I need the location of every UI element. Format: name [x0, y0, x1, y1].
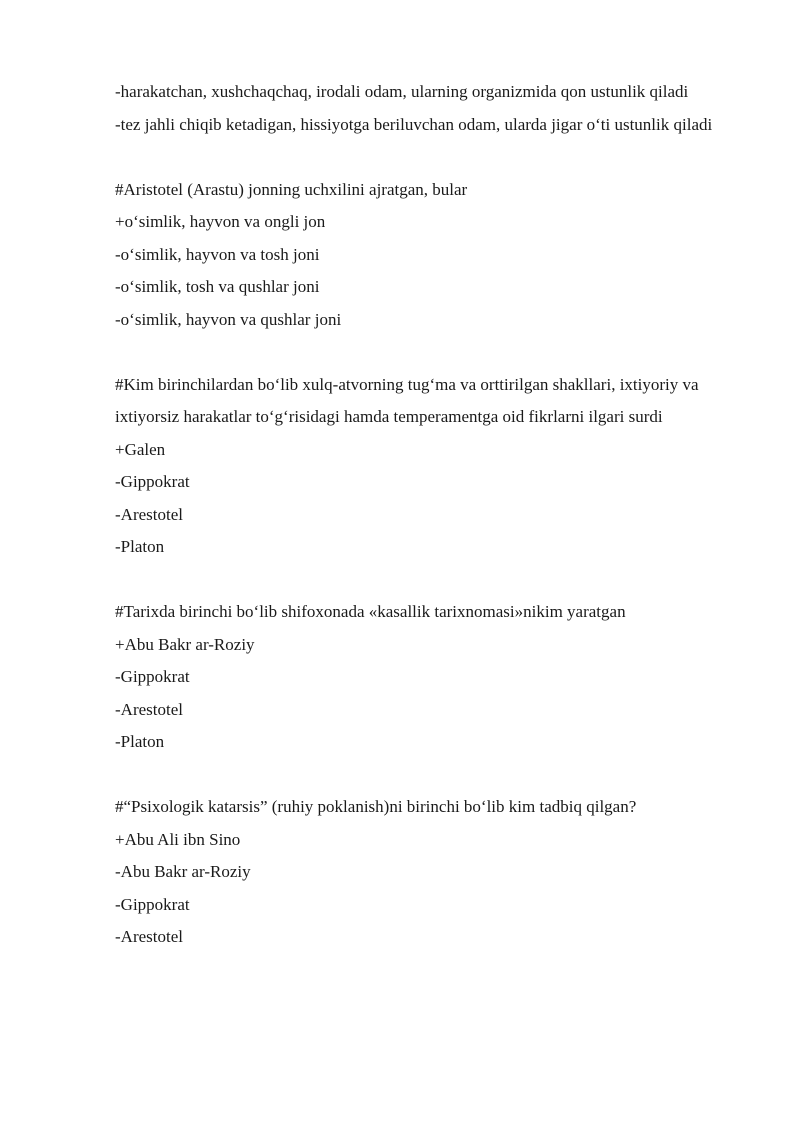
- answer-option: -Gippokrat: [115, 472, 190, 491]
- answer-option: -Platon: [115, 537, 165, 556]
- question-block: [115, 369, 755, 564]
- paragraph-gap: [115, 759, 755, 792]
- question-text: #Aristotel (Arastu) jonning uchxilini ajratgan, bular: [115, 179, 468, 199]
- answer-option: -Arestotel: [115, 699, 183, 719]
- question-block: [115, 174, 755, 337]
- question-text: #Tarixda birinchi bo‘lib shifoxonada «kasallik tarixnomasi»nikim yaratgan: [115, 602, 626, 621]
- answer-option: -Gippokrat: [115, 667, 190, 686]
- document-body: [115, 76, 755, 954]
- intro-option: -harakatchan, xushchaqchaq, irodali odam, ularning organizmida qon ustunlik qiladi: [115, 82, 689, 101]
- answer-option: -Platon: [115, 732, 165, 751]
- question-text: #Kim birinchilardan bo‘lib xulq-atvorning tug‘ma va orttirilgan shakllari, ixtiyoriy va ixtiyorsiz harakatlar to‘g‘risidagi hamda temperamentga oid fikrlarni ilgari surdi: [115, 374, 699, 426]
- paragraph-gap: [115, 336, 755, 369]
- answer-option: -Gippokrat: [115, 894, 190, 914]
- answer-option: +Abu Bakr ar-Roziy: [115, 634, 255, 654]
- answer-option: -o‘simlik, hayvon va qushlar joni: [115, 309, 342, 329]
- paragraph-gap: [115, 141, 755, 174]
- question-block: [115, 596, 755, 759]
- answer-option: +Abu Ali ibn Sino: [115, 829, 241, 849]
- question-text: #“Psixologik katarsis” (ruhiy poklanish)ni birinchi bo‘lib kim tadbiq qilgan?: [115, 797, 637, 816]
- answer-option: -o‘simlik, tosh va qushlar joni: [115, 277, 320, 296]
- answer-option: +o‘simlik, hayvon va ongli jon: [115, 212, 326, 231]
- answer-option: -Abu Bakr ar-Roziy: [115, 862, 251, 881]
- answer-option: -o‘simlik, hayvon va tosh joni: [115, 244, 320, 264]
- paragraph-gap: [115, 564, 755, 597]
- answer-option: -Arestotel: [115, 504, 183, 524]
- question-block: [115, 791, 755, 954]
- answer-option: -Arestotel: [115, 927, 183, 946]
- intro-option: -tez jahli chiqib ketadigan, hissiyotga beriluvchan odam, ularda jigar o‘ti ustunlik qiladi: [115, 114, 713, 134]
- answer-option: +Galen: [115, 439, 166, 459]
